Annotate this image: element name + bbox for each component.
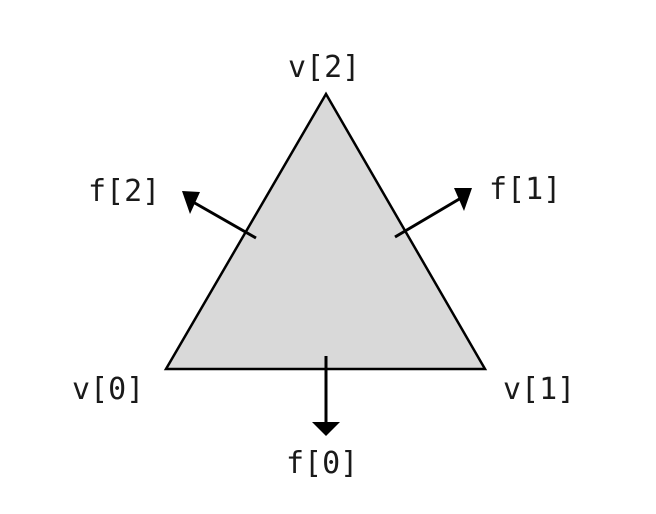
face-label-f2: f[2]: [88, 174, 161, 209]
vertex-label-v1: v[1]: [503, 372, 576, 407]
vertex-label-v0: v[0]: [72, 372, 145, 407]
face-normal-arrowhead-f0: [312, 422, 340, 436]
face-label-f1: f[1]: [489, 172, 562, 207]
face-normal-arrow-f2: [193, 202, 256, 238]
face-normal-arrow-f1: [395, 198, 461, 237]
triangle: [166, 94, 485, 369]
face-label-f0: f[0]: [286, 446, 359, 481]
face-normal-arrowhead-f2: [182, 191, 200, 214]
vertex-label-v2: v[2]: [288, 50, 361, 85]
